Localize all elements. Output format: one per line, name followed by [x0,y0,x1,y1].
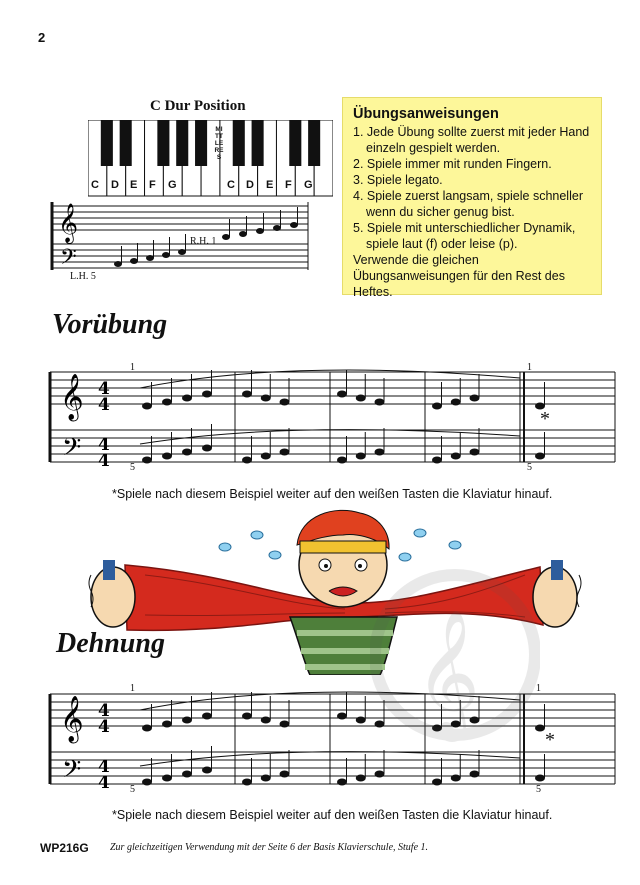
footnote-dehnung: *Spiele nach diesem Beispiel weiter auf den weißen Tasten die Klaviatur hinauf. [112,808,553,822]
svg-text:𝄞: 𝄞 [415,608,481,736]
note [337,391,347,398]
key-label: F [149,179,156,191]
svg-text:𝄞: 𝄞 [58,203,79,243]
note [470,449,480,456]
svg-text:4: 4 [98,395,110,415]
note [451,453,461,460]
note [242,391,252,398]
asterisk-mark: * [540,408,550,430]
black-key [289,120,301,166]
footer-code: WP216G [40,841,89,855]
svg-text:4: 4 [98,717,110,737]
note [432,457,442,464]
note [239,231,247,237]
note [162,252,170,258]
note [142,779,152,786]
footnote-vorubung: *Spiele nach diesem Beispiel weiter auf den weißen Tasten die Klaviatur hinauf. [112,487,553,501]
note [162,399,172,406]
note [242,779,252,786]
note [535,453,545,460]
note [130,258,138,264]
svg-text:𝄞: 𝄞 [60,696,84,742]
black-key [157,120,169,166]
finger-number: 1 [536,683,541,694]
finger-number: 1 [130,683,135,694]
middle-c-label: MITTLERES [214,126,224,161]
note [142,725,152,732]
key-label: D [246,179,254,191]
rh-label: R.H. 1 [190,236,217,247]
note [356,775,366,782]
note [142,403,152,410]
note [182,771,192,778]
finger-number: 5 [130,462,135,473]
finger-number: 5 [130,784,135,795]
note [337,457,347,464]
note [356,717,366,724]
instructions-list [353,124,591,252]
note [114,261,122,267]
key-label: C [227,179,235,191]
black-key [233,120,245,166]
key-label: F [285,179,292,191]
instructions-box [342,97,602,299]
note [535,775,545,782]
instructions-title: Übungsanweisungen [353,106,499,122]
key-label: D [111,179,119,191]
svg-text:𝄢: 𝄢 [62,755,82,790]
note [337,779,347,786]
note [432,779,442,786]
note [202,445,212,452]
lh-label: L.H. 5 [70,271,96,282]
black-key [176,120,188,166]
page-number: 2 [38,30,46,45]
finger-number: 1 [527,362,532,373]
note [280,721,290,728]
note [280,449,290,456]
instruction-item: 1. Jede Übung sollte zuerst mit jeder Hand einzeln gespielt werden. [353,125,590,155]
note [182,717,192,724]
key-label: G [304,179,313,191]
svg-text:4: 4 [98,701,110,721]
note [146,255,154,261]
note [432,403,442,410]
svg-text:𝄞: 𝄞 [60,374,84,420]
key-label: G [168,179,177,191]
black-key [101,120,113,166]
note [375,771,385,778]
note [375,449,385,456]
note [182,395,192,402]
note [202,767,212,774]
note [273,225,281,231]
note [202,391,212,398]
watermark-logo [370,560,540,750]
asterisk-mark: * [545,729,555,751]
svg-text:𝄢: 𝄢 [60,245,77,275]
note [142,457,152,464]
note [261,453,271,460]
keyboard-title: C Dur Position [150,98,246,114]
black-key [195,120,207,166]
black-key [308,120,320,166]
note [162,775,172,782]
black-key [120,120,132,166]
note [290,222,298,228]
note [261,717,271,724]
note [242,457,252,464]
key-label: C [91,179,99,191]
instruction-item: 2. Spiele immer mit runden Fingern. [353,157,552,171]
note [256,228,264,234]
note [182,449,192,456]
section-title-vorubung: Vorübung [52,309,168,340]
svg-text:𝄢: 𝄢 [62,433,82,468]
instructions-closing: Verwende die gleichen Übungsanweisungen für den Rest des Heftes. [353,253,565,299]
svg-text:4: 4 [98,435,110,455]
note [356,453,366,460]
note [375,399,385,406]
note [242,713,252,720]
key-label: E [266,179,274,191]
score-vorubung [40,360,620,475]
note [451,399,461,406]
note [470,395,480,402]
svg-text:4: 4 [98,451,110,471]
finger-number: 5 [536,784,541,795]
instruction-item: 5. Spiele mit unterschiedlicher Dynamik, spiele laut (f) oder leise (p). [353,221,576,251]
note [470,771,480,778]
note [337,713,347,720]
instruction-item: 4. Spiele zuerst langsam, spiele schneller wenn du sicher genug bist. [353,189,583,219]
note [261,775,271,782]
finger-number: 1 [130,362,135,373]
note [356,395,366,402]
instruction-item: 3. Spiele legato. [353,173,443,187]
section-title-dehnung: Dehnung [56,628,165,659]
svg-text:4: 4 [98,757,110,777]
black-key [252,120,264,166]
note [280,399,290,406]
note [222,234,230,240]
note [261,395,271,402]
note [280,771,290,778]
note [178,249,186,255]
note [162,721,172,728]
key-letters [88,179,333,193]
note [451,775,461,782]
footer-text: Zur gleichzeitigen Verwendung mit der Seite 6 der Basis Klavierschule, Stufe 1. [110,842,429,853]
c-position-staff [48,198,313,278]
key-label: E [130,179,138,191]
note [162,453,172,460]
note [202,713,212,720]
svg-text:4: 4 [98,379,110,399]
svg-text:4: 4 [98,773,110,793]
finger-number: 5 [527,462,532,473]
